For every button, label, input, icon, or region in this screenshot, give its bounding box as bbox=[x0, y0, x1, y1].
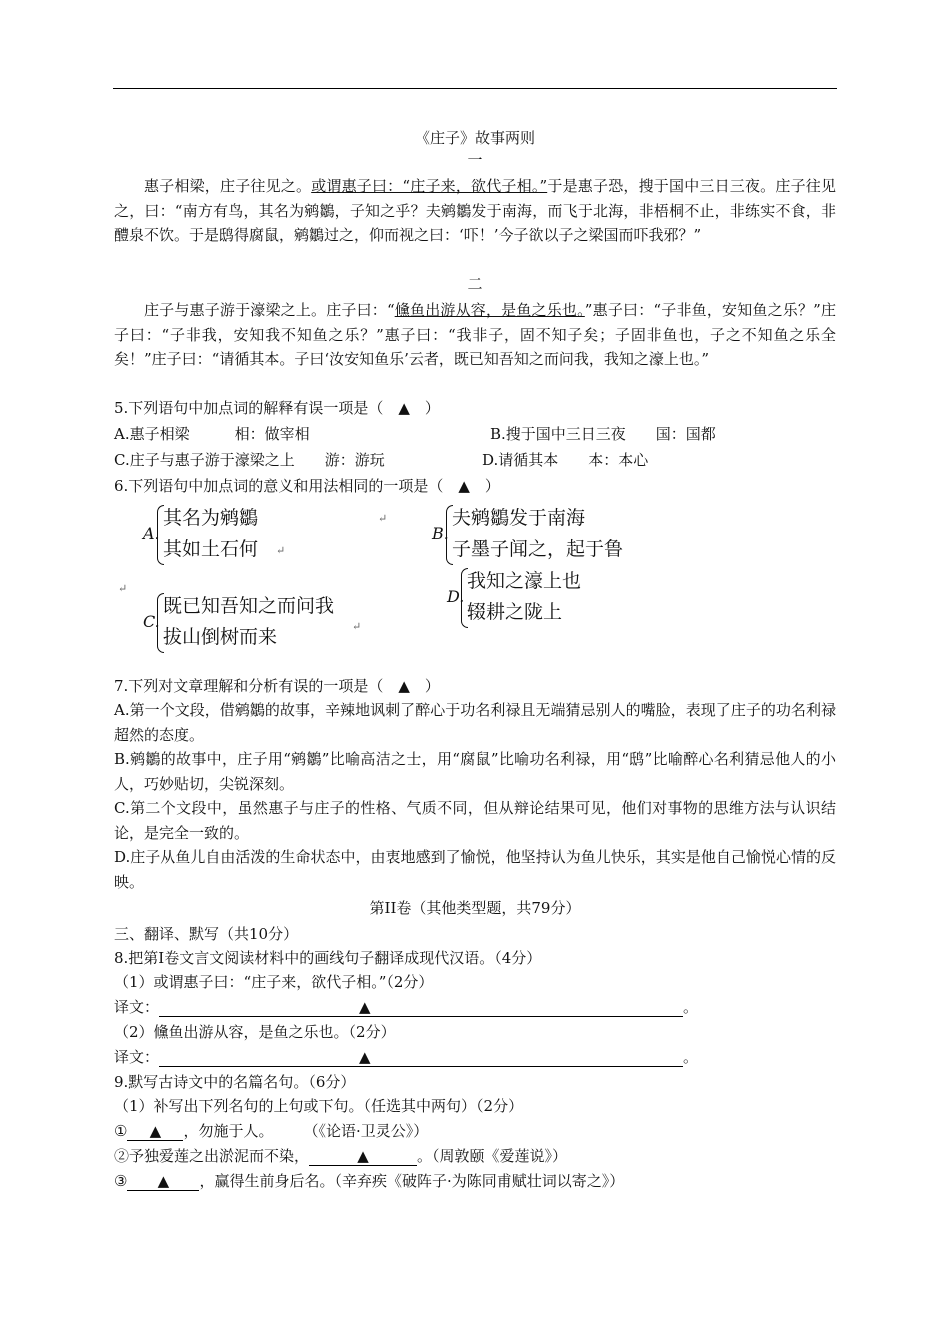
q7-option-a: A.第一个文段，借鹓鶵的故事，辛辣地讽刺了醉心于功名利禄且无端猜忌别人的嘴脸，表现了庄子的功名利禄超然的态度。 bbox=[114, 701, 836, 744]
q5-option-b: B.搜于国中三日三夜 国：国都 bbox=[490, 425, 716, 443]
q6d-line1: 我知之濠上也 bbox=[467, 570, 582, 592]
item-text: ，赢得生前身后名。（辛弃疾《破阵子·为陈同甫赋壮词以寄之》） bbox=[199, 1172, 625, 1190]
q6a-line2: 其如土石何 bbox=[163, 538, 259, 560]
section-one-label: 一 bbox=[467, 151, 483, 169]
q7-option-c: C.第二个文段中，虽然惠子与庄子的性格、气质不同，但从辩论结果可见，他们对事物的思维方法与认识结论，是完全一致的。 bbox=[114, 799, 836, 842]
q8-answer-line-2 bbox=[114, 1047, 698, 1067]
p1-text-rest: 于是惠子恐，搜于国中三日三夜。庄子往见之，曰：“南方有鸟，其名为鹓鶵，子知之乎？夫鹓鶵发于南海，而飞于北海，非梧桐不止，非练实不食，非醴泉不饮。于是鸱得腐鼠，鹓鶵过之，仰而视之曰：‘吓！’今子欲以子之梁国而吓我邪？” bbox=[114, 177, 836, 244]
p2-text: 庄子与惠子游于濠梁之上。庄子曰：“ bbox=[144, 301, 395, 319]
brace-icon bbox=[461, 568, 468, 628]
fill-item-3 bbox=[114, 1171, 624, 1191]
p2-text-rest: ”惠子曰：“子非鱼，安知鱼之乐？”庄子曰：“子非我，安知我不知鱼之乐？”惠子曰：“我非子，固不知子矣；子固非鱼也，子之不知鱼之乐全矣！”庄子曰：“请循其本。子曰‘汝安知鱼乐’云者，既已知吾知之而问我，我知之濠上也。” bbox=[114, 301, 836, 368]
q6c-line2: 拔山倒树而来 bbox=[163, 626, 278, 648]
underlined-sentence-1: 或谓惠子曰：“庄子来，欲代子相。” bbox=[311, 177, 548, 195]
q9-part-1: （1）补写出下列名句的上句或下句。（任选其中两句）（2分） bbox=[114, 1097, 524, 1115]
q8-part-1: （1）或谓惠子曰：“庄子来，欲代子相。”（2分） bbox=[114, 973, 434, 991]
q6-option-a bbox=[143, 503, 259, 565]
q6b-line2: 子墨子闻之，起于鲁 bbox=[452, 538, 624, 560]
return-mark-icon: ↵ bbox=[118, 582, 128, 595]
answer-blank[interactable] bbox=[159, 998, 683, 1017]
q6c-label: C. bbox=[143, 612, 160, 631]
q6d-label: D. bbox=[447, 587, 465, 606]
q5-option-d: D.请循其本 本：本心 bbox=[482, 451, 649, 469]
p1-text: 惠子相梁，庄子往见之。 bbox=[144, 177, 312, 195]
triangle-icon: ▲ bbox=[157, 1172, 170, 1190]
underlined-sentence-2: 儵鱼出游从容，是鱼之乐也。 bbox=[394, 301, 585, 319]
answer-blank[interactable] bbox=[159, 1048, 683, 1067]
q6-option-b bbox=[432, 503, 624, 565]
q5-option-a: A.惠子相梁 相：做宰相 bbox=[114, 425, 310, 443]
q6d-line2: 辍耕之陇上 bbox=[467, 601, 563, 623]
q6-option-c bbox=[143, 591, 335, 653]
passage-one bbox=[114, 174, 836, 248]
fill-item-2 bbox=[114, 1146, 567, 1166]
question-7: 7.下列对文章理解和分析有误的一项是（ ▲ ） bbox=[114, 677, 440, 695]
q5-option-c: C.庄子与惠子游于濠梁之上 游：游玩 bbox=[114, 451, 385, 469]
passage-two bbox=[114, 298, 836, 372]
section-two-label: 二 bbox=[467, 275, 483, 293]
period-mark: 。 bbox=[683, 1048, 699, 1066]
triangle-icon: ▲ bbox=[359, 998, 371, 1016]
item-text: ②予独爱莲之出淤泥而不染， bbox=[114, 1147, 310, 1165]
return-mark-icon: ↵ bbox=[378, 512, 388, 525]
return-mark-icon: ↵ bbox=[276, 544, 286, 557]
header-rule bbox=[113, 88, 837, 89]
q6b-line1: 夫鹓鶵发于南海 bbox=[452, 507, 586, 529]
q7-option-d: D.庄子从鱼儿自由活泼的生命状态中，由衷地感到了愉悦，他坚持认为鱼儿快乐，其实是他自己愉悦心情的反映。 bbox=[114, 848, 836, 891]
q8-part-2: （2）儵鱼出游从容，是鱼之乐也。（2分） bbox=[114, 1023, 396, 1041]
item-number: ③ bbox=[114, 1172, 128, 1190]
q6a-line1: 其名为鹓鶵 bbox=[163, 507, 259, 529]
question-6: 6.下列语句中加点词的意义和用法相同的一项是（ ▲ ） bbox=[114, 477, 500, 495]
q7-option-b: B.鹓鶵的故事中，庄子用“鹓鶵”比喻高洁之士，用“腐鼠”比喻功名利禄，用“鸱”比喻醉心名利猜忌他人的小人，巧妙贴切，尖锐深刻。 bbox=[114, 750, 836, 793]
item-text: ，勿施于人。 （《论语·卫灵公》） bbox=[183, 1122, 429, 1140]
section-three-heading: 三、翻译、默写（共10分） bbox=[114, 925, 299, 943]
q8-answer-line-1 bbox=[114, 997, 698, 1017]
fill-item-1 bbox=[114, 1121, 428, 1141]
question-9: 9.默写古诗文中的名篇名句。（6分） bbox=[114, 1073, 356, 1091]
q6a-label: A. bbox=[143, 524, 160, 543]
triangle-icon: ▲ bbox=[357, 1147, 369, 1165]
question-5: 5.下列语句中加点词的解释有误一项是（ ▲ ） bbox=[114, 399, 440, 417]
triangle-icon: ▲ bbox=[149, 1122, 162, 1140]
translation-label: 译文： bbox=[114, 1048, 160, 1066]
answer-blank[interactable] bbox=[127, 1172, 199, 1191]
answer-blank[interactable] bbox=[309, 1147, 417, 1166]
item-number: ① bbox=[114, 1122, 128, 1140]
answer-blank[interactable] bbox=[127, 1122, 183, 1141]
brace-icon bbox=[157, 593, 164, 653]
triangle-icon: ▲ bbox=[359, 1048, 371, 1066]
volume-two-heading: 第II卷（其他类型题，共79分） bbox=[369, 899, 581, 917]
q6b-label: B. bbox=[432, 524, 449, 543]
question-8: 8.把第I卷文言文阅读材料中的画线句子翻译成现代汉语。（4分） bbox=[114, 949, 542, 967]
translation-label: 译文： bbox=[114, 998, 160, 1016]
passage-title: 《庄子》故事两则 bbox=[414, 129, 535, 147]
q6-option-d bbox=[447, 566, 582, 628]
return-mark-icon: ↵ bbox=[352, 620, 362, 633]
period-mark: 。 bbox=[683, 998, 699, 1016]
q6c-line1: 既已知吾知之而问我 bbox=[163, 595, 335, 617]
item-text: 。（周敦颐《爱莲说》） bbox=[417, 1147, 568, 1165]
brace-icon bbox=[157, 505, 164, 565]
brace-icon bbox=[446, 505, 453, 565]
